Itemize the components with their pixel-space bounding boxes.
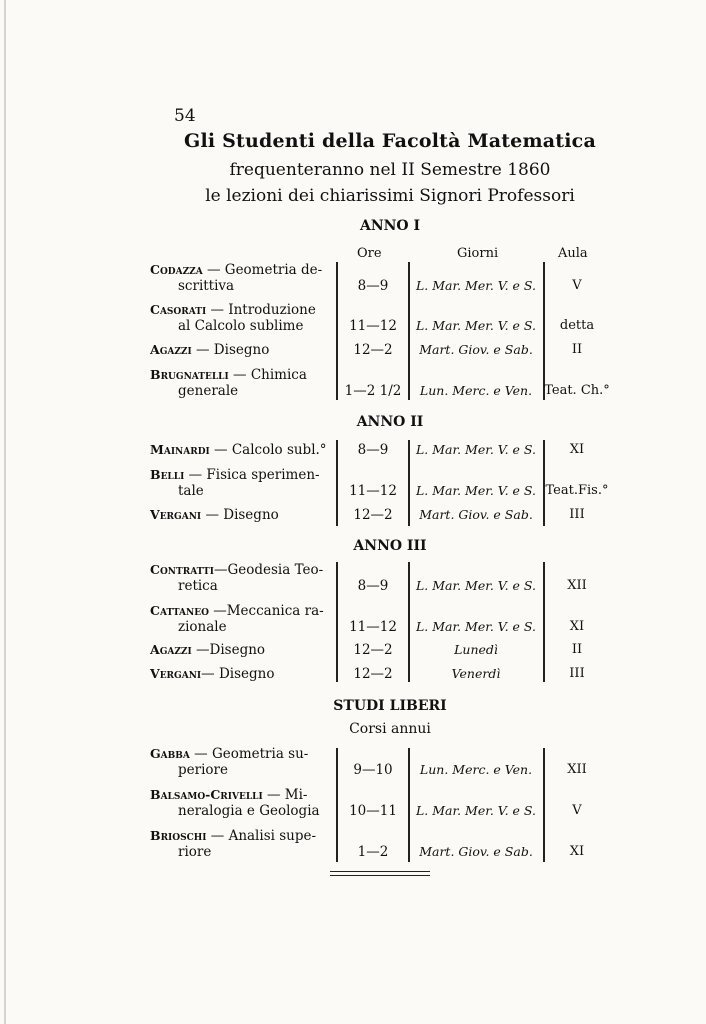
aula-cell: V (572, 278, 582, 293)
aula-cell: II (571, 642, 583, 657)
giorni-cell: Mart. Giov. e Sab. (419, 342, 533, 357)
aula-cell: detta (559, 318, 595, 333)
professor-course: Casorati — Introduzione al Calcolo sublime (150, 302, 316, 334)
professor-course: Agazzi — Disegno (150, 342, 270, 358)
ore-cell: 12—2 (353, 507, 393, 523)
professor-course: Mainardi — Calcolo subl.° (150, 442, 327, 458)
section-title-anno-3: ANNO III (353, 538, 427, 554)
ore-cell: 9—10 (353, 762, 393, 778)
aula-cell: XI (569, 844, 585, 859)
professor-course: Agazzi —Disegno (150, 642, 266, 658)
page-subtitle: frequenteranno nel II Semestre 1860 (229, 160, 551, 180)
giorni-cell: Mart. Giov. e Sab. (419, 507, 533, 522)
giorni-cell: L. Mar. Mer. V. e S. (415, 318, 537, 333)
ore-cell: 12—2 (353, 666, 393, 682)
ore-cell: 11—12 (349, 483, 397, 499)
ore-cell: 1—2 1/2 (344, 383, 402, 399)
giorni-cell: L. Mar. Mer. V. e S. (415, 803, 537, 818)
professor-course: Cattaneo —Meccanica ra- zionale (150, 603, 324, 635)
ore-cell: 12—2 (353, 642, 393, 658)
section-subtitle-corsi-annui: Corsi annui (349, 721, 431, 737)
professor-course: Vergani— Disegno (150, 666, 275, 682)
section-title-anno-1: ANNO I (359, 218, 421, 234)
giorni-cell: Lun. Merc. e Ven. (419, 762, 533, 777)
page-edge (4, 0, 6, 1024)
professor-course: Vergani — Disegno (150, 507, 279, 523)
page-title: Gli Studenti della Facoltà Matematica (184, 130, 596, 152)
professor-course: Brugnatelli — Chimica generale (150, 367, 307, 399)
professor-course: Codazza — Geometria de- scrittiva (150, 262, 323, 294)
professor-course: Belli — Fisica sperimen- tale (150, 467, 320, 499)
ore-cell: 8—9 (357, 578, 389, 594)
aula-cell: III (569, 666, 585, 681)
professor-course: Gabba — Geometria su- periore (150, 746, 309, 778)
giorni-cell: Lun. Merc. e Ven. (419, 383, 533, 398)
aula-cell: Teat.Fis.° (545, 483, 609, 498)
aula-cell: II (571, 342, 583, 357)
closing-rule (330, 871, 430, 876)
aula-cell: V (572, 803, 582, 818)
aula-cell: XII (567, 578, 587, 593)
giorni-cell: L. Mar. Mer. V. e S. (415, 442, 537, 457)
section-title-studi-liberi: STUDI LIBERI (333, 698, 447, 714)
ore-cell: 11—12 (349, 619, 397, 635)
ore-cell: 11—12 (349, 318, 397, 334)
column-header-ore: Ore (357, 246, 382, 261)
aula-cell: XI (569, 619, 585, 634)
giorni-cell: L. Mar. Mer. V. e S. (415, 483, 537, 498)
giorni-cell: L. Mar. Mer. V. e S. (415, 278, 537, 293)
column-header-aula: Aula (558, 246, 588, 261)
professor-course: Brioschi — Analisi supe- riore (150, 828, 317, 860)
giorni-cell: L. Mar. Mer. V. e S. (415, 619, 537, 634)
giorni-cell: Venerdì (451, 666, 501, 681)
professor-course: Balsamo-Crivelli — Mi- neralogia e Geologia (150, 787, 320, 819)
page-number: 54 (174, 106, 196, 126)
ore-cell: 10—11 (349, 803, 397, 819)
column-header-giorni: Giorni (457, 246, 499, 261)
ore-cell: 12—2 (353, 342, 393, 358)
aula-cell: XI (569, 442, 585, 457)
ore-cell: 8—9 (357, 442, 389, 458)
aula-cell: Teat. Ch.° (544, 383, 610, 398)
ore-cell: 1—2 (357, 844, 389, 860)
aula-cell: III (569, 507, 585, 522)
ore-cell: 8—9 (357, 278, 389, 294)
giorni-cell: Lunedì (454, 642, 498, 657)
aula-cell: XII (567, 762, 587, 777)
professor-course: Contratti—Geodesia Teo- retica (150, 562, 324, 594)
giorni-cell: L. Mar. Mer. V. e S. (415, 578, 537, 593)
page-subtitle-2: le lezioni dei chiarissimi Signori Professori (205, 186, 575, 206)
giorni-cell: Mart. Giov. e Sab. (419, 844, 533, 859)
section-title-anno-2: ANNO II (356, 414, 424, 430)
